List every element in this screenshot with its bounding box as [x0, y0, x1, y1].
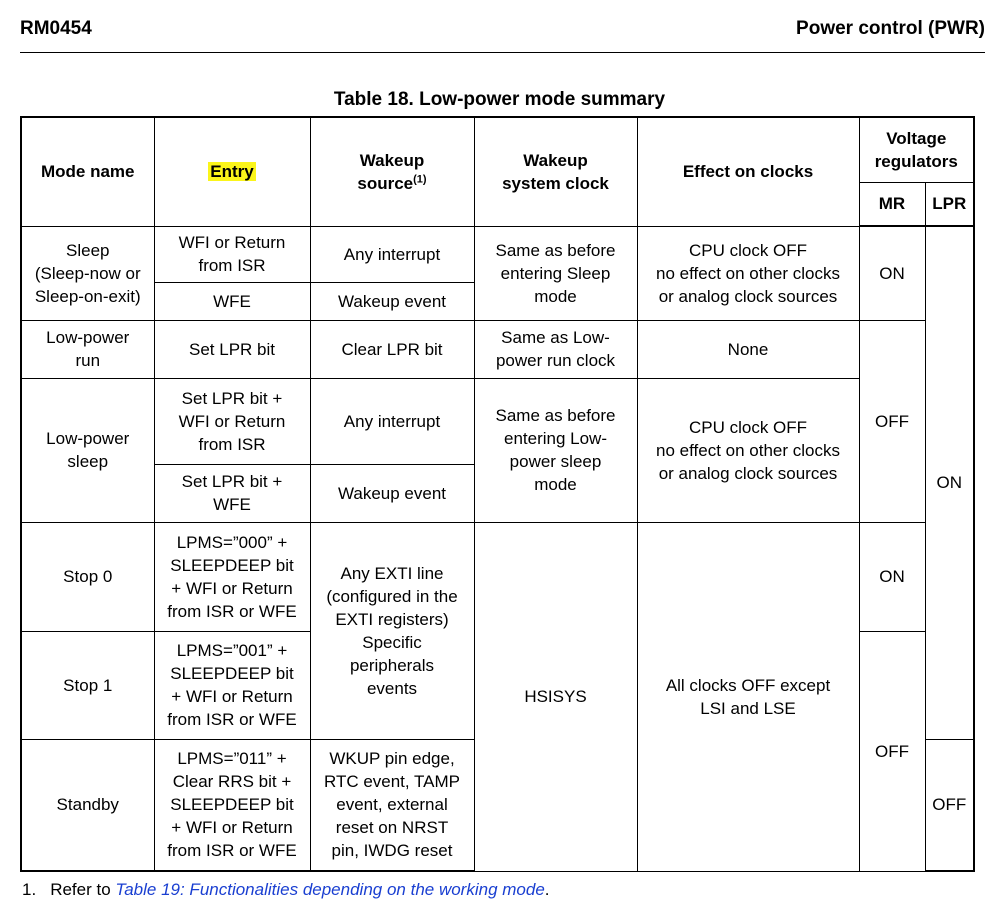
footnote-ref: (1)	[413, 173, 427, 186]
entry-lp-sleep-wfi: Set LPR bit + WFI or Return from ISR	[154, 378, 310, 464]
mr-sleep: ON	[859, 226, 925, 320]
doc-id: RM0454	[20, 18, 92, 39]
mr-lp-off: OFF	[859, 320, 925, 522]
entry-sleep-wfe: WFE	[154, 282, 310, 320]
entry-standby: LPMS=”011” + Clear RRS bit + SLEEPDEEP bit + WFI or Return from ISR or WFE	[154, 739, 310, 871]
section-title: Power control (PWR)	[796, 18, 985, 39]
clock-lp-sleep: Same as before entering Low- power sleep mode	[474, 378, 637, 522]
entry-lp-sleep-wfe: Set LPR bit + WFE	[154, 464, 310, 522]
lpr-standby: OFF	[925, 739, 974, 871]
header-entry	[154, 117, 310, 226]
wakeup-source-line2: source	[357, 173, 414, 193]
clock-lp-run: Same as Low- power run clock	[474, 320, 637, 378]
wakeup-lp-sleep-event: Wakeup event	[310, 464, 474, 522]
wakeup-standby: WKUP pin edge, RTC event, TAMP event, external reset on NRST pin, IWDG reset	[310, 739, 474, 871]
effect-sleep: CPU clock OFF no effect on other clocks or analog clock sources	[637, 226, 859, 320]
footnote-end: .	[544, 880, 550, 899]
effect-lp-sleep: CPU clock OFF no effect on other clocks or analog clock sources	[637, 378, 859, 522]
page-header	[20, 18, 985, 53]
table19-link[interactable]: Table 19: Functionalities depending on the working mode	[115, 880, 545, 899]
header-voltage-regulators: Voltage regulators	[859, 117, 974, 182]
footnote	[22, 880, 550, 900]
low-power-mode-table	[20, 116, 975, 872]
mode-stop0: Stop 0	[21, 522, 154, 631]
footnote-text: Refer to	[50, 880, 116, 899]
wakeup-lp-sleep-interrupt: Any interrupt	[310, 378, 474, 464]
clock-stop-standby: HSISYS	[474, 522, 637, 871]
lpr-on: ON	[925, 226, 974, 739]
entry-stop0: LPMS=”000” + SLEEPDEEP bit + WFI or Return from ISR or WFE	[154, 522, 310, 631]
entry-stop1: LPMS=”001” + SLEEPDEEP bit + WFI or Return from ISR or WFE	[154, 631, 310, 739]
mr-stop0: ON	[859, 522, 925, 631]
header-mr: MR	[859, 182, 925, 226]
mode-sleep: Sleep (Sleep-now or Sleep-on-exit)	[21, 226, 154, 320]
table-caption: Table 18. Low-power mode summary	[333, 89, 666, 110]
wakeup-source-line1: Wakeup	[359, 150, 425, 170]
table-row	[21, 320, 974, 378]
mode-lp-sleep: Low-power sleep	[21, 378, 154, 522]
wakeup-sleep-interrupt: Any interrupt	[310, 226, 474, 282]
table-row	[21, 522, 974, 631]
header-mode-name: Mode name	[21, 117, 154, 226]
effect-stop-standby: All clocks OFF except LSI and LSE	[637, 522, 859, 871]
wakeup-stop: Any EXTI line (configured in the EXTI registers) Specific peripherals events	[310, 522, 474, 739]
table-row	[21, 378, 974, 464]
mode-stop1: Stop 1	[21, 631, 154, 739]
entry-lp-run: Set LPR bit	[154, 320, 310, 378]
footnote-number: 1.	[22, 880, 37, 899]
wakeup-lp-run: Clear LPR bit	[310, 320, 474, 378]
header-wakeup-clock: Wakeup system clock	[474, 117, 637, 226]
header-effect-on-clocks: Effect on clocks	[637, 117, 859, 226]
mode-standby: Standby	[21, 739, 154, 871]
table-row	[21, 226, 974, 282]
mr-stop1-standby: OFF	[859, 631, 925, 871]
effect-lp-run: None	[637, 320, 859, 378]
header-entry-highlight: Entry	[210, 162, 254, 182]
header-lpr: LPR	[925, 182, 974, 226]
clock-sleep: Same as before entering Sleep mode	[474, 226, 637, 320]
header-wakeup-source	[310, 117, 474, 226]
wakeup-sleep-event: Wakeup event	[310, 282, 474, 320]
mode-lp-run: Low-power run	[21, 320, 154, 378]
entry-sleep-wfi: WFI or Return from ISR	[154, 226, 310, 282]
